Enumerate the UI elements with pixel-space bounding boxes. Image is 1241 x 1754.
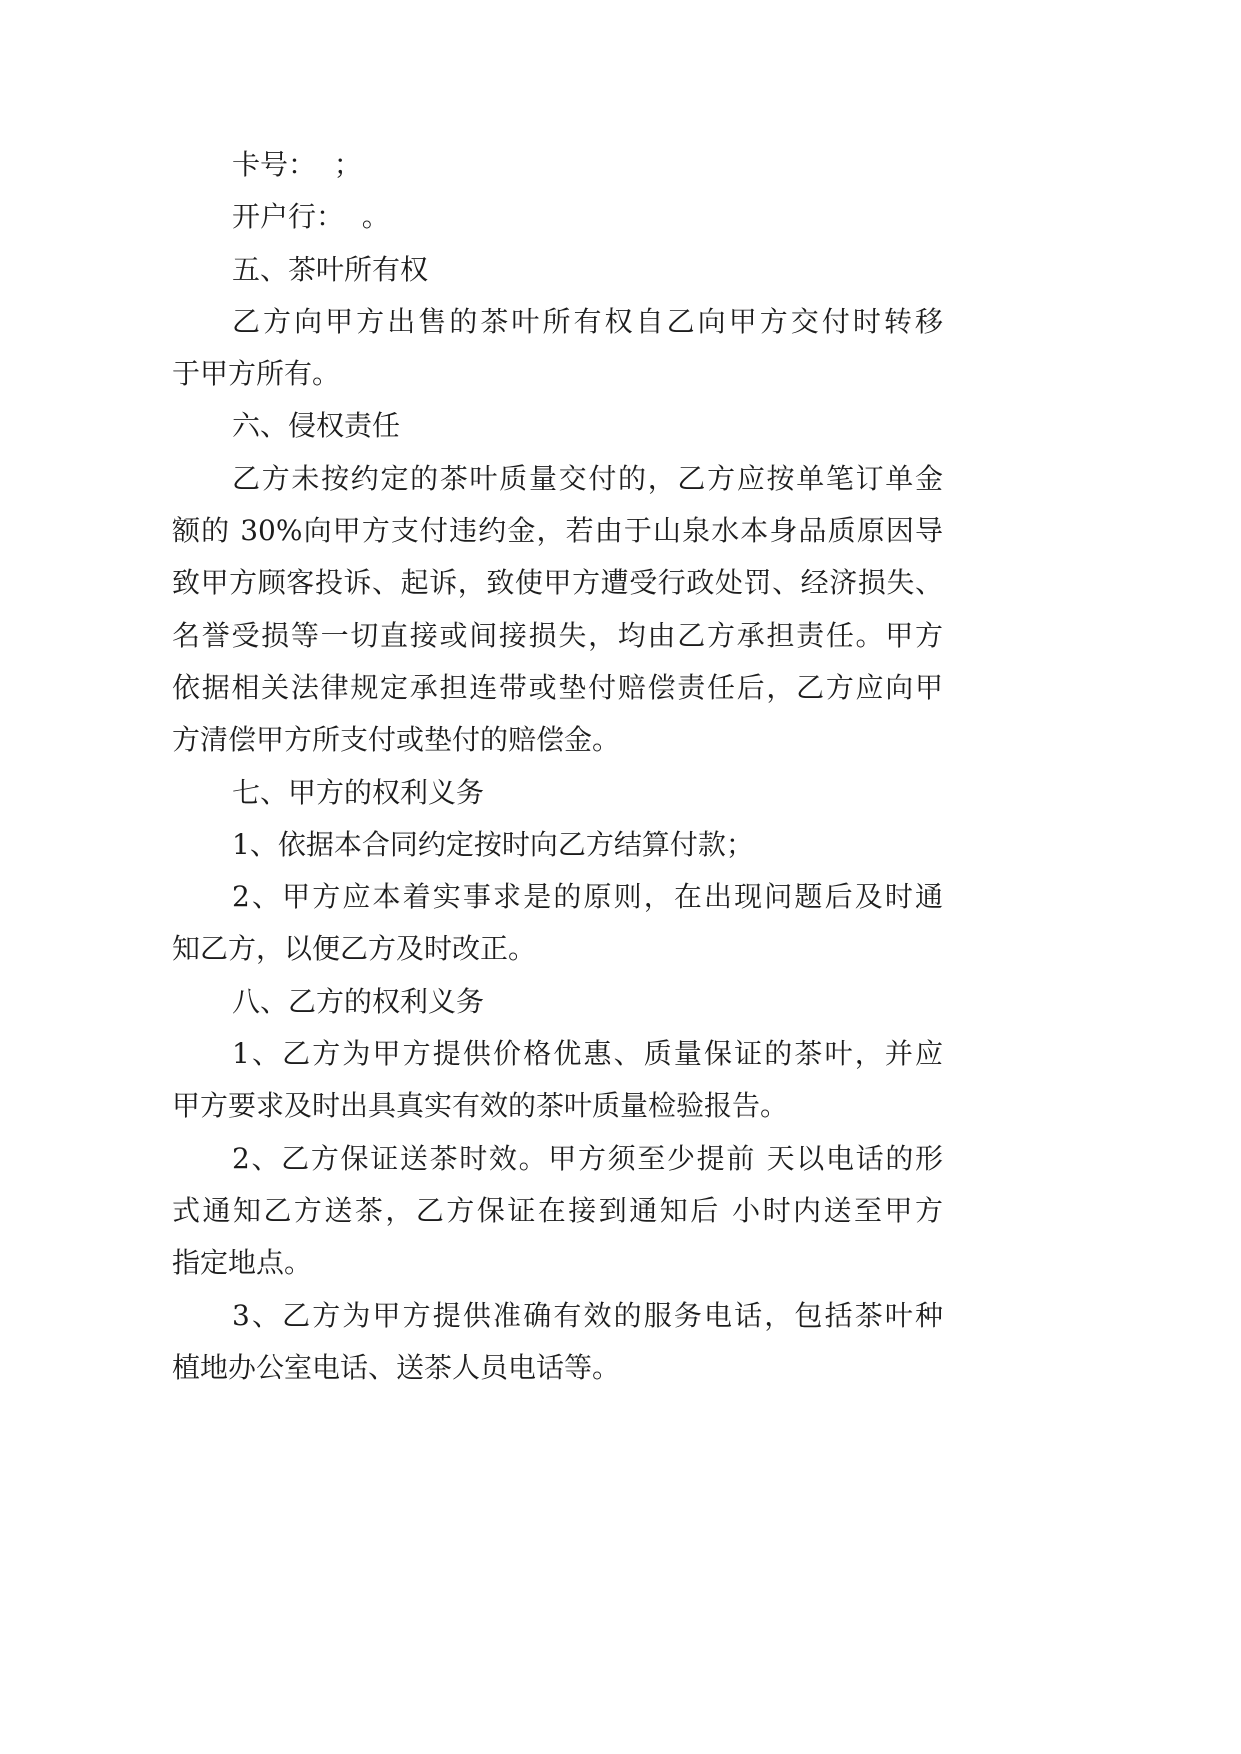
paragraph-line: 乙方向甲方出售的茶叶所有权自乙向甲方交付时转移 <box>232 304 943 338</box>
heading-text: 六、侵权责任 <box>232 409 401 443</box>
paragraph-line: 额的 30%向甲方支付违约金，若由于山泉水本身品质原因导 <box>172 514 943 548</box>
paragraph-line: 卡号： ； <box>232 148 362 181</box>
paragraph-line: 于甲方所有。 <box>172 357 341 391</box>
paragraph-line: 开户行： 。 <box>232 200 390 234</box>
paragraph-line: 式通知乙方送茶，乙方保证在接到通知后 小时内送至甲方 <box>172 1193 943 1227</box>
document-page <box>172 139 943 1394</box>
heading-text: 七、甲方的权利义务 <box>232 775 485 809</box>
paragraph-line: 方清偿甲方所支付或垫付的赔偿金。 <box>172 723 621 757</box>
section-heading <box>172 767 943 819</box>
list-item <box>172 1028 943 1133</box>
paragraph-line: 致甲方顾客投诉、起诉，致使甲方遭受行政处罚、经济损失、 <box>172 566 943 600</box>
list-item <box>172 1133 943 1290</box>
heading-text: 五、茶叶所有权 <box>232 252 429 286</box>
bank-branch-field <box>172 191 943 243</box>
paragraph-line: 名誉受损等一切直接或间接损失，均由乙方承担责任。甲方 <box>172 618 943 652</box>
section-heading <box>172 400 943 452</box>
heading-text: 八、乙方的权利义务 <box>232 984 485 1018</box>
paragraph-line: 1、乙方为甲方提供价格优惠、质量保证的茶叶，并应 <box>232 1037 943 1071</box>
paragraph-line: 依据相关法律规定承担连带或垫付赔偿责任后，乙方应向甲 <box>172 670 943 704</box>
paragraph-line: 植地办公室电话、送茶人员电话等。 <box>172 1350 621 1384</box>
paragraph-line: 乙方未按约定的茶叶质量交付的，乙方应按单笔订单金 <box>232 461 943 495</box>
section-heading <box>172 976 943 1028</box>
paragraph-line: 3、乙方为甲方提供准确有效的服务电话，包括茶叶种 <box>232 1298 943 1332</box>
paragraph-line: 1、依据本合同约定按时向乙方结算付款； <box>232 827 754 861</box>
body-paragraph <box>172 296 943 401</box>
body-paragraph <box>172 453 943 767</box>
section-heading <box>172 244 943 296</box>
list-item <box>172 871 943 976</box>
list-item <box>172 819 943 871</box>
paragraph-line: 指定地点。 <box>172 1246 313 1280</box>
paragraph-line: 知乙方，以便乙方及时改正。 <box>172 932 537 966</box>
card-number-field <box>172 139 943 191</box>
paragraph-line: 甲方要求及时出具真实有效的茶叶质量检验报告。 <box>172 1089 789 1123</box>
paragraph-line: 2、甲方应本着实事求是的原则，在出现问题后及时通 <box>232 880 943 914</box>
paragraph-line: 2、乙方保证送茶时效。甲方须至少提前 天以电话的形 <box>232 1141 943 1175</box>
list-item <box>172 1290 943 1395</box>
